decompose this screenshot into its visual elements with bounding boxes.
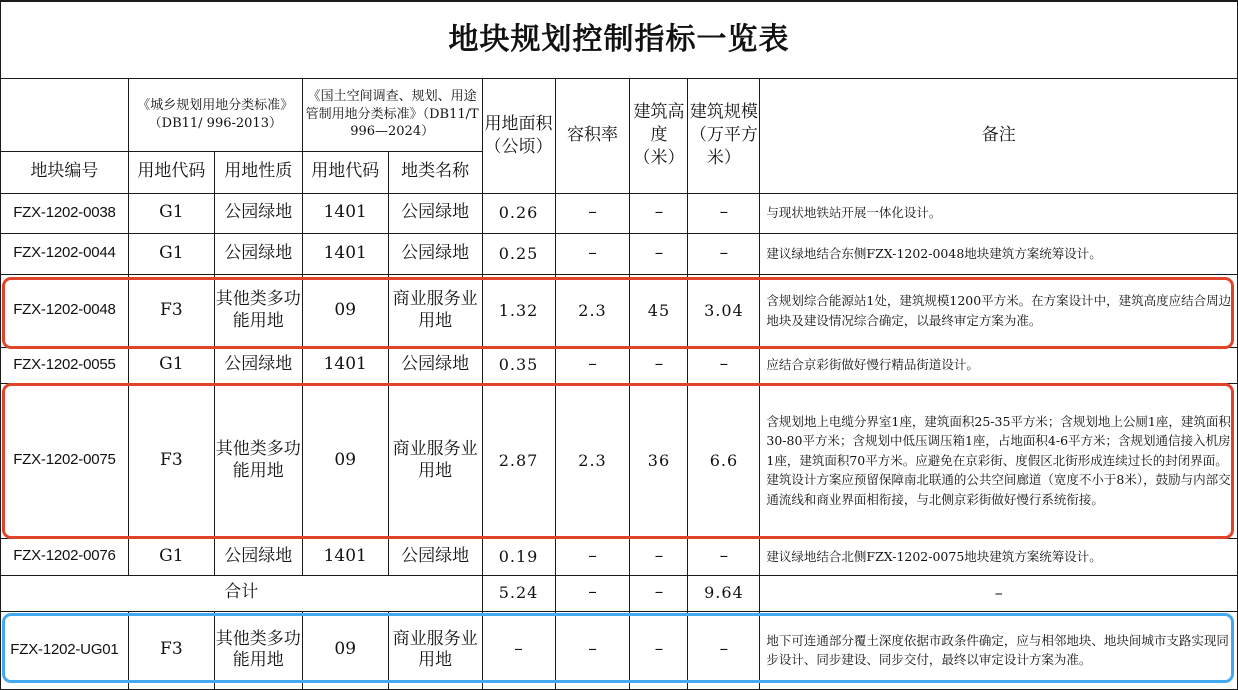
area-cell: 2.87	[482, 383, 555, 538]
header-building-height: 建筑高度（米）	[630, 78, 688, 193]
scale-cell: –	[688, 611, 760, 689]
area-cell: –	[482, 611, 555, 689]
area-cell: 0.19	[482, 538, 555, 575]
remark-cell: 地下可连通部分覆土深度依据市政条件确定，应与相邻地块、地块间城市支路实现同步设计、同步建设、同步交付，最终以审定设计方案为准。	[760, 611, 1238, 689]
new-code-cell: 09	[302, 274, 388, 347]
table-title: 地块规划控制指标一览表	[1, 1, 1238, 78]
new-code-cell: 1401	[302, 193, 388, 233]
total-far-cell: –	[555, 575, 630, 611]
far-cell: –	[555, 233, 630, 274]
remark-cell: 建议绿地结合北侧FZX-1202-0075地块建筑方案统筹设计。	[760, 538, 1238, 575]
table-row	[1, 347, 1238, 383]
plot-id-cell: FZX-1202-0038	[1, 193, 129, 233]
old-code-cell: F3	[128, 274, 214, 347]
far-cell: –	[555, 193, 630, 233]
total-area-cell: 5.24	[482, 575, 555, 611]
old-nature-cell: 公园绿地	[214, 233, 302, 274]
area-cell: 0.35	[482, 347, 555, 383]
area-cell: 0.26	[482, 193, 555, 233]
scale-cell: 6.6	[688, 383, 760, 538]
scale-cell: –	[688, 233, 760, 274]
header-blank	[1, 78, 129, 151]
remark-cell: 建议绿地结合东侧FZX-1202-0048地块建筑方案统筹设计。	[760, 233, 1238, 274]
header-old-land-nature: 用地性质	[214, 151, 302, 193]
remark-cell: 与现状地铁站开展一体化设计。	[760, 193, 1238, 233]
old-code-cell: F3	[128, 611, 214, 689]
old-nature-cell: 公园绿地	[214, 538, 302, 575]
height-cell: –	[630, 538, 688, 575]
table-row	[1, 383, 1238, 538]
header-remarks: 备注	[760, 78, 1238, 193]
scale-cell: 3.04	[688, 274, 760, 347]
scale-cell: –	[688, 347, 760, 383]
scale-cell: –	[688, 538, 760, 575]
total-scale-cell: 9.64	[688, 575, 760, 611]
new-name-cell: 公园绿地	[388, 233, 482, 274]
far-cell: –	[555, 538, 630, 575]
new-code-cell: 09	[302, 611, 388, 689]
old-code-cell: F3	[128, 383, 214, 538]
total-height-cell: –	[630, 575, 688, 611]
plot-id-cell: FZX-1202-UG01	[1, 611, 129, 689]
height-cell: –	[630, 347, 688, 383]
total-row	[1, 575, 1238, 611]
table-row	[1, 274, 1238, 347]
old-nature-cell: 公园绿地	[214, 347, 302, 383]
old-code-cell: G1	[128, 193, 214, 233]
table-row	[1, 193, 1238, 233]
old-nature-cell: 公园绿地	[214, 193, 302, 233]
new-code-cell: 1401	[302, 538, 388, 575]
header-plot-id: 地块编号	[1, 151, 129, 193]
header-new-land-code: 用地代码	[302, 151, 388, 193]
plot-id-cell: FZX-1202-0055	[1, 347, 129, 383]
far-cell: –	[555, 347, 630, 383]
new-name-cell: 商业服务业用地	[388, 611, 482, 689]
height-cell: 45	[630, 274, 688, 347]
header-standard-2013: 《城乡规划用地分类标准》（DB11/ 996-2013）	[128, 78, 302, 151]
old-code-cell: G1	[128, 233, 214, 274]
old-code-cell: G1	[128, 538, 214, 575]
plot-id-cell: FZX-1202-0044	[1, 233, 129, 274]
old-nature-cell: 其他类多功能用地	[214, 383, 302, 538]
old-nature-cell: 其他类多功能用地	[214, 274, 302, 347]
new-name-cell: 公园绿地	[388, 347, 482, 383]
header-floor-area-ratio: 容积率	[555, 78, 630, 193]
old-nature-cell: 其他类多功能用地	[214, 611, 302, 689]
plot-id-cell: FZX-1202-0076	[1, 538, 129, 575]
height-cell: –	[630, 611, 688, 689]
total-label: 合计	[1, 575, 483, 611]
new-code-cell: 1401	[302, 347, 388, 383]
table-row	[1, 233, 1238, 274]
remark-cell: 含规划综合能源站1处，建筑规模1200平方米。在方案设计中，建筑高度应结合周边地块及建设情况综合确定，以最终审定方案为准。	[760, 274, 1238, 347]
scale-cell: –	[688, 193, 760, 233]
header-building-scale: 建筑规模（万平方米）	[688, 78, 760, 193]
plot-id-cell: FZX-1202-0075	[1, 383, 129, 538]
new-name-cell: 商业服务业用地	[388, 274, 482, 347]
header-new-land-name: 地类名称	[388, 151, 482, 193]
height-cell: –	[630, 233, 688, 274]
table-row	[1, 538, 1238, 575]
header-standard-2024: 《国土空间调查、规划、用途管制用地分类标准》（DB11/T 996—2024）	[302, 78, 482, 151]
new-name-cell: 公园绿地	[388, 538, 482, 575]
area-cell: 0.25	[482, 233, 555, 274]
new-code-cell: 09	[302, 383, 388, 538]
header-old-land-code: 用地代码	[128, 151, 214, 193]
new-code-cell: 1401	[302, 233, 388, 274]
new-name-cell: 公园绿地	[388, 193, 482, 233]
plot-id-cell: FZX-1202-0048	[1, 274, 129, 347]
new-name-cell: 商业服务业用地	[388, 383, 482, 538]
area-cell: 1.32	[482, 274, 555, 347]
far-cell: –	[555, 611, 630, 689]
old-code-cell: G1	[128, 347, 214, 383]
far-cell: 2.3	[555, 383, 630, 538]
remark-cell: 应结合京彩街做好慢行精品街道设计。	[760, 347, 1238, 383]
remark-cell: 含规划地上电缆分界室1座，建筑面积25-35平方米；含规划地上公厕1座，建筑面积30-80平方米；含规划中低压调压箱1座，占地面积4-6平方米；含规划通信接入机房1座，建筑面积70平方米。应避免在京彩街、度假区北街形成连续过长的封闭界面。建筑设计方案应预留保障南北联通的公共空间廊道（宽度不小于8米），鼓励与内部交通流线和商业界面相衔接，与北侧京彩街做好慢行系统衔接。	[760, 383, 1238, 538]
far-cell: 2.3	[555, 274, 630, 347]
underground-row	[1, 611, 1238, 689]
header-land-area: 用地面积（公顷）	[482, 78, 555, 193]
height-cell: –	[630, 193, 688, 233]
total-remark-cell: –	[760, 575, 1238, 611]
height-cell: 36	[630, 383, 688, 538]
